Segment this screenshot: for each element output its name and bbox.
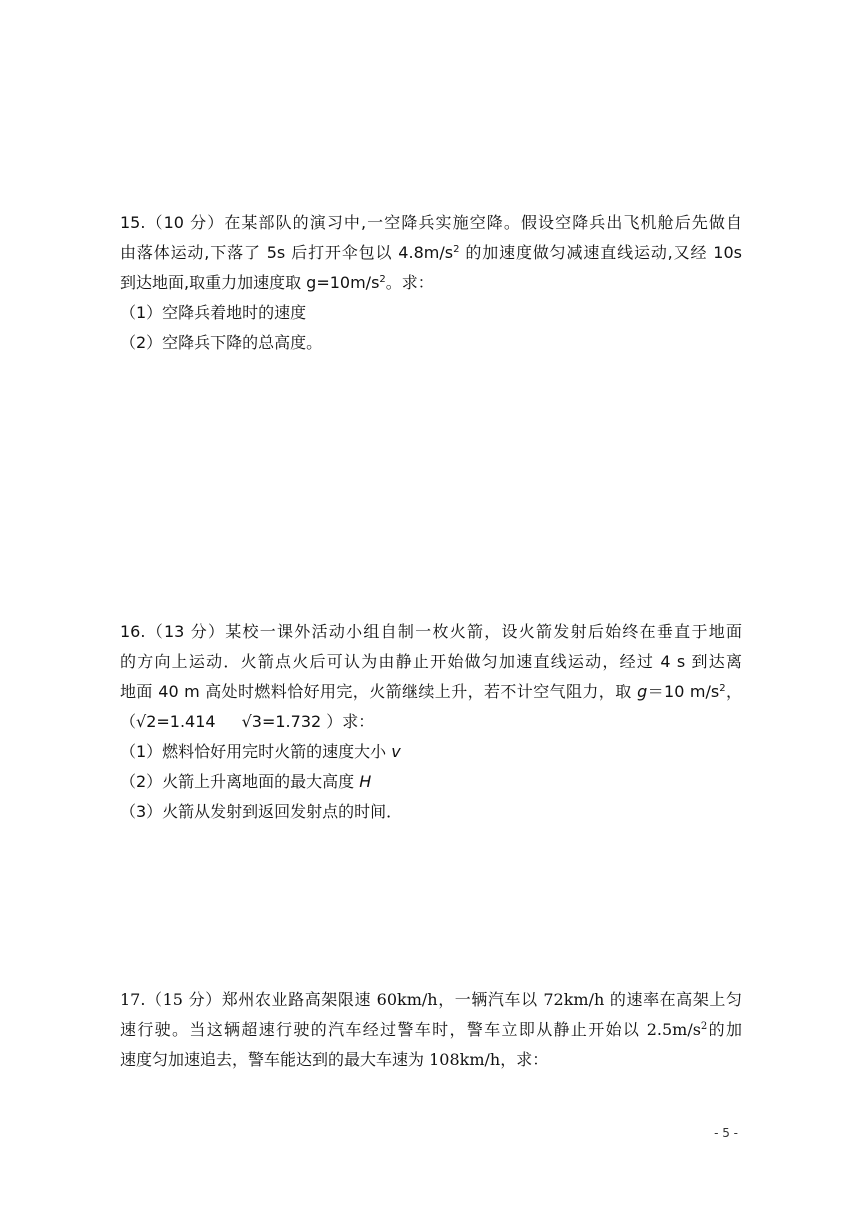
q16-line-3-text-b: ＝10 m/s xyxy=(647,682,720,701)
q16-height-symbol: H xyxy=(359,772,372,791)
q15-line-3-text-a: 到达地面,取重力加速度取 g=10m/s xyxy=(120,273,380,292)
question-15 xyxy=(120,208,742,358)
q16-line-3 xyxy=(120,677,742,707)
q15-line-3-superscript: 2 xyxy=(379,274,386,285)
q15-line-3-text-b: 。求： xyxy=(385,273,434,292)
question-16 xyxy=(120,617,742,827)
q16-line-3-text-c: ， xyxy=(725,682,742,701)
q16-sub-2-text: （2）火箭上升离地面的最大高度 xyxy=(120,772,360,791)
q16-sub-1-text: （1）燃料恰好用完时火箭的速度大小 xyxy=(120,742,392,761)
q16-line-2: 的方向上运动．火箭点火后可认为由静止开始做匀加速直线运动，经过 4 s 到达离 xyxy=(120,652,742,671)
q16-line-3-superscript: 2 xyxy=(719,683,726,694)
q17-line-1: 17.（15 分）郑州农业路高架限速 60km/h，一辆汽车以 72km/h 的速率在高架上匀 xyxy=(120,990,742,1009)
q15-line-2-text-b: 的加速度做匀减速直线运动,又经 10s xyxy=(459,243,742,262)
q15-sub-question-2: （2）空降兵下降的总高度。 xyxy=(120,333,323,352)
q15-line-2-text-a: 由落体运动,下落了 5s 后打开伞包以 4.8m/s xyxy=(120,243,454,262)
q16-sub-question-1 xyxy=(120,737,742,767)
q16-sqrt2-value: （√2=1.414 xyxy=(120,712,216,731)
q15-line-2 xyxy=(120,238,742,268)
q16-sqrt3-value: √3=1.732 ）求： xyxy=(241,712,375,731)
question-17 xyxy=(120,985,742,1075)
q16-line-4 xyxy=(120,707,742,737)
page-number: - 5 - xyxy=(714,1126,738,1140)
q16-gravity-symbol: g xyxy=(637,682,648,701)
q17-line-2 xyxy=(120,1015,742,1045)
q17-line-3: 速度匀加速追去，警车能达到的最大车速为 108km/h，求： xyxy=(120,1050,549,1069)
q15-line-3 xyxy=(120,268,742,298)
q16-sub-question-3: （3）火箭从发射到返回发射点的时间． xyxy=(120,802,403,821)
q15-sub-question-1: （1）空降兵着地时的速度 xyxy=(120,303,307,322)
q17-line-2-superscript: 2 xyxy=(700,1021,708,1032)
q16-line-1: 16.（13 分）某校一课外活动小组自制一枚火箭，设火箭发射后始终在垂直于地面 xyxy=(120,622,742,641)
q17-line-2-text-b: 的加 xyxy=(707,1020,742,1039)
q16-velocity-symbol: v xyxy=(391,742,401,761)
q15-line-2-superscript: 2 xyxy=(453,244,460,255)
q17-line-2-text-a: 速行驶。当这辆超速行驶的汽车经过警车时，警车立即从静止开始以 2.5m/s xyxy=(120,1020,701,1039)
q16-line-3-text-a: 地面 40 m 高处时燃料恰好用完，火箭继续上升，若不计空气阻力，取 xyxy=(120,682,638,701)
q16-sub-question-2 xyxy=(120,767,742,797)
q15-line-1: 15.（10 分）在某部队的演习中,一空降兵实施空降。假设空降兵出飞机舱后先做自 xyxy=(120,213,742,232)
